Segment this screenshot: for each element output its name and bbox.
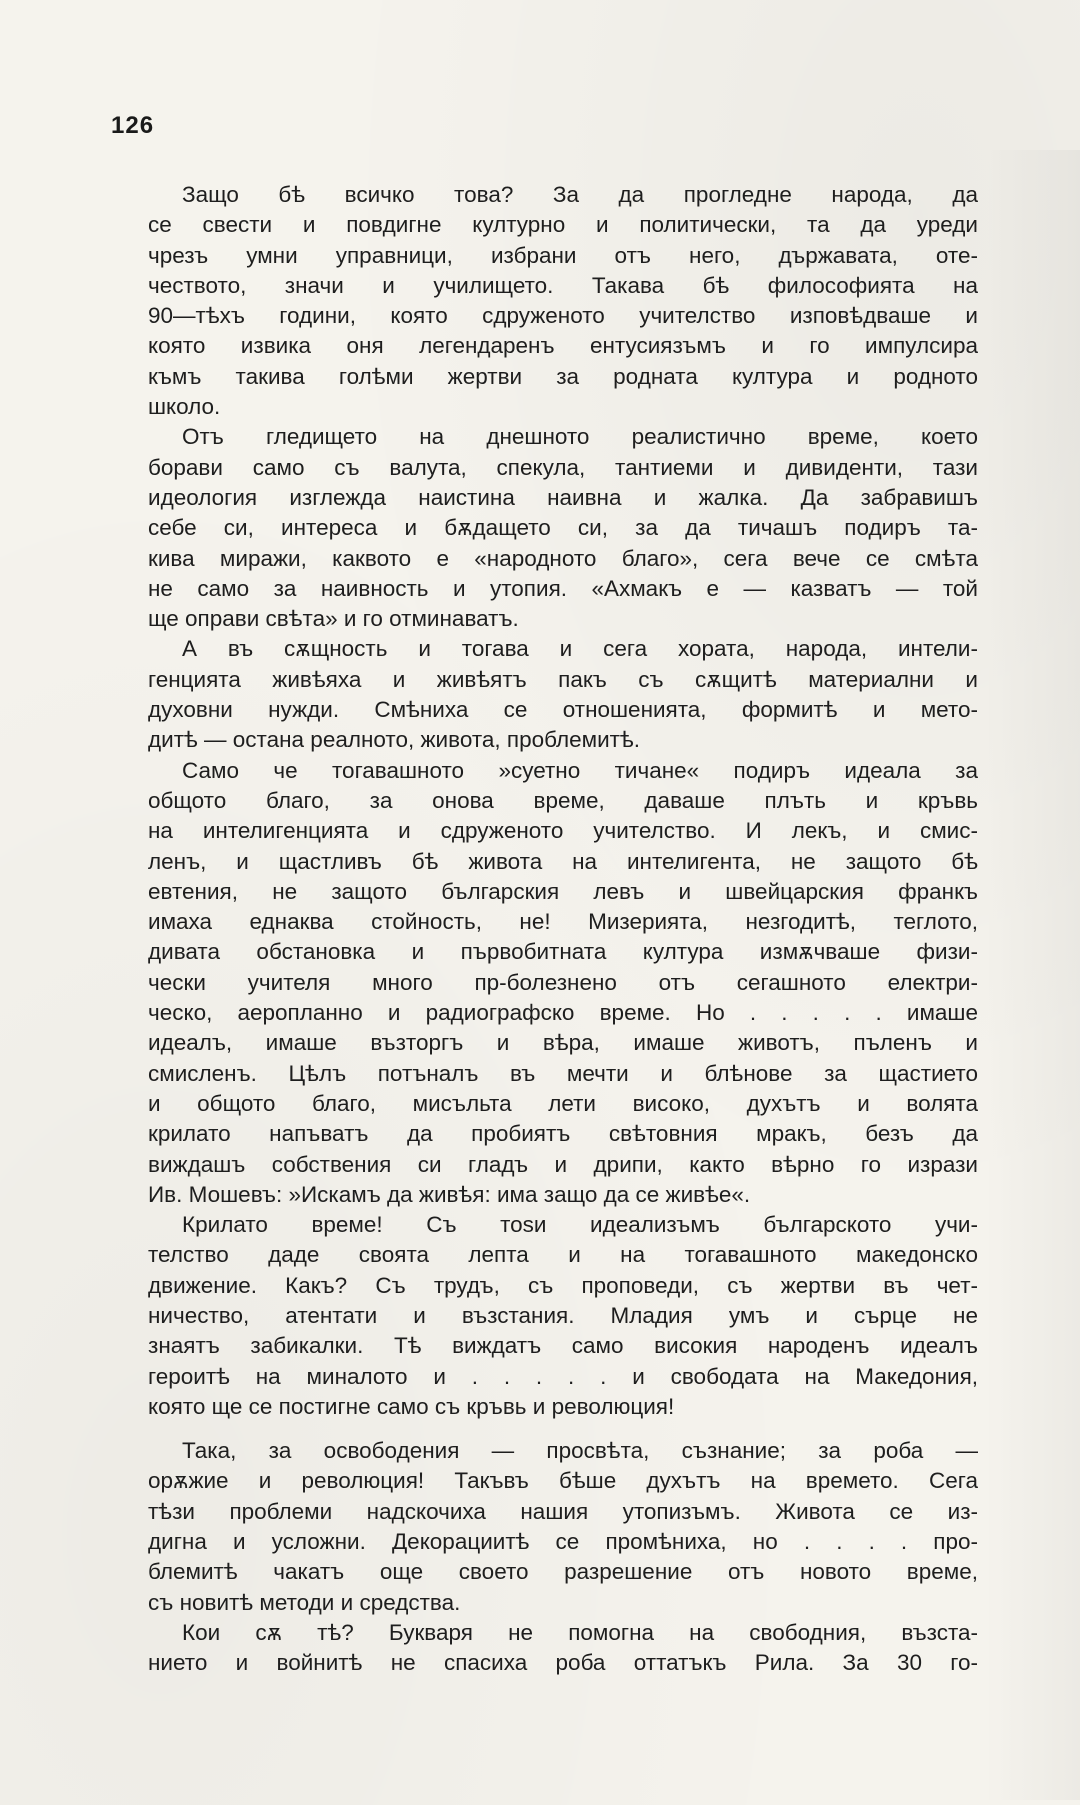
text-line: школо. — [148, 394, 221, 420]
text-line: Кои сѫ тѣ? Букваря не помогна на свободния, възста- — [182, 1619, 978, 1645]
text-line: ще оправи свѣта» и го отминаватъ. — [148, 606, 519, 632]
text-line: 90—тѣхъ години, която сдруженото учителство изповѣдваше и — [148, 303, 978, 329]
text-line: движение. Какъ? Съ трудъ, съ проповеди, съ жертви въ чет- — [148, 1272, 978, 1298]
text-line: дивата обстановка и първобитната култура измѫчваше физи- — [148, 939, 978, 965]
text-line: Така, за освободения — просвѣта, съзнание; за роба — — [182, 1438, 978, 1464]
text-line: блемитѣ чакатъ още своето разрешение отъ новото време, — [148, 1559, 978, 1585]
text-line: общото благо, за онова време, даваше плъть и кръвь — [148, 787, 978, 813]
text-line: която извика оня легендаренъ ентусиязъмъ и го импулсира — [148, 333, 978, 359]
text-line: съ новитѣ методи и средства. — [148, 1589, 461, 1615]
text-line: къмъ такива голѣми жертви за родната култура и родното — [148, 363, 978, 389]
text-line: дигна и усложни. Декорациитѣ се промѣниха, но . . . . про- — [148, 1529, 978, 1555]
text-line: ничество, атентати и възстания. Младия умъ и сърце не — [148, 1302, 978, 1328]
text-line: смисленъ. Цѣлъ потъналъ въ мечти и блѣнове за щастието — [148, 1060, 978, 1086]
text-line: дитѣ — остана реалното, живота, проблемитѣ. — [148, 727, 641, 753]
text-line: Отъ гледището на днешното реалистично време, което — [182, 424, 978, 450]
text-line: А въ сѫщность и тогава и сега хората, народа, интели- — [182, 636, 978, 662]
text-line: знаятъ забикалки. Тѣ виждатъ само високия народенъ идеалъ — [148, 1333, 978, 1359]
text-line: чески учителя много пр-болезнено отъ сегашното електри- — [148, 969, 978, 995]
paragraph-gap — [148, 1422, 978, 1436]
text-line: ленъ, и щастливъ бѣ живота на интелигента, не защото бѣ — [148, 848, 978, 874]
text-line: ческо, аеропланно и радиографско време. Но . . . . . имаше — [148, 1000, 978, 1026]
page-shadow — [985, 150, 1080, 1800]
text-line: себе си, интереса и бѫдащето си, за да тичашъ подиръ та- — [148, 515, 978, 541]
text-line: духовни нужди. Смѣниха се отношенията, формитѣ и мето- — [148, 697, 978, 723]
text-line: идеалъ, имаше възторгъ и вѣра, имаше животъ, пъленъ и — [148, 1030, 978, 1056]
text-line: телство даде своята лепта и на тогавашното македонско — [148, 1242, 978, 1268]
text-line: генцията живѣяха и живѣятъ пакъ съ сѫщитѣ материални и — [148, 666, 978, 692]
body-text — [148, 180, 978, 1679]
text-line: която ще се постигне само съ кръвь и революция! — [148, 1393, 675, 1419]
text-line: виждашъ собствения си гладъ и дрипи, както вѣрно го изрази — [148, 1151, 978, 1177]
page-number: 126 — [111, 112, 155, 139]
text-line: на интелигенцията и сдруженото учителство. И лекъ, и смис- — [148, 818, 978, 844]
text-line: Ив. Мошевъ: »Искамъ да живѣя: има защо да се живѣе«. — [148, 1181, 751, 1207]
text-line: орѫжие и революция! Такъвъ бѣше духътъ на времето. Сега — [148, 1468, 978, 1494]
text-line: нието и войнитѣ не спасиха роба оттатъкъ Рила. За 30 го- — [148, 1650, 978, 1676]
text-line: чрезъ умни управници, избрани отъ него, държавата, оте- — [148, 242, 978, 268]
text-line: Крилато време! Съ тоѕи идеализъмъ българското учи- — [182, 1212, 978, 1238]
text-line: Само че тогавашното »суетно тичане« подиръ идеала за — [182, 757, 978, 783]
text-line: имаха еднаква стойность, не! Мизерията, незгодитѣ, теглото, — [148, 909, 978, 935]
text-line: и общото благо, мисъльта лети високо, духътъ и волята — [148, 1090, 978, 1116]
text-line: крилато напъватъ да пробиятъ свѣтовния мракъ, безъ да — [148, 1121, 978, 1147]
text-line: героитѣ на миналото и . . . . . и свободата на Македония, — [148, 1363, 978, 1389]
text-line: не само за наивность и утопия. «Ахмакъ е — казватъ — той — [148, 575, 978, 601]
text-line: чеството, значи и училището. Такава бѣ философията на — [148, 272, 978, 298]
text-line: идеология изглежда наистина наивна и жалка. Да забравишъ — [148, 484, 978, 510]
text-line: кива миражи, каквото е «народното благо», сега вече се смѣта — [148, 545, 978, 571]
text-line: Защо бѣ всичко това? За да прогледне народа, да — [182, 182, 978, 207]
text-line: борави само съ валута, спекула, тантиеми и дивиденти, тази — [148, 454, 978, 480]
text-line: евтения, не защото българския левъ и швейцарския франкъ — [148, 878, 978, 904]
text-line: се свести и повдигне културно и политически, та да уреди — [148, 212, 978, 238]
text-line: тѣзи проблеми надскочиха нашия утопизъмъ. Живота се из- — [148, 1498, 978, 1524]
